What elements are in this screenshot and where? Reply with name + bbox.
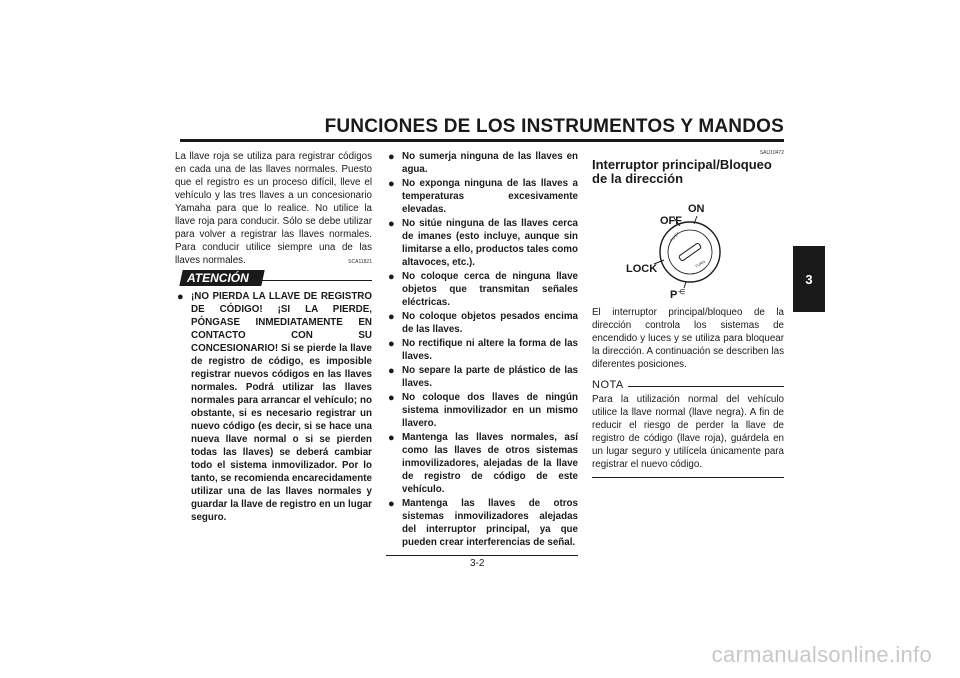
nota-header [592,379,784,393]
precautions-list [386,150,578,549]
list-item: ● No coloque dos llaves de ningún sistema inmovilizador en un mismo llavero. [388,392,578,429]
label-lock: LOCK [626,263,658,275]
page-header-title: FUNCIONES DE LOS INSTRUMENTOS Y MANDOS [324,116,784,137]
label-p: P [670,289,678,301]
svg-text:PUSH: PUSH [668,230,680,243]
list-item: ● No exponga ninguna de las llaves a temperaturas excesivamente elevadas. [388,178,578,215]
section-code: SAU10472 [759,150,784,156]
bullet-icon: ● [388,218,395,230]
svg-text:TURN: TURN [694,258,707,269]
atencion-code: SCA11821 [348,259,372,265]
bullet-icon: ● [388,392,395,404]
ignition-switch-icon [592,194,784,306]
nota-label: NOTA [592,379,624,391]
list-item: ● Mantenga las llaves normales, así como las llaves de otros sistemas inmovilizadores, alejadas de la llave de registro de código de este vehículo. [388,432,578,495]
bullet-icon: ● [388,338,395,350]
list-item: ● Mantenga las llaves de otros sistemas inmovilizadores alejadas del interruptor principal, ya que pueden crear interferencias de señal. [388,498,578,548]
nota-end-rule [592,477,784,478]
section-end-rule [386,555,578,556]
intro-paragraph: La llave roja se utiliza para registrar códigos en cada una de las llaves normales. Puesto que el registro es un proceso difícil, lleve el vehículo y las tres llaves a un concesionario Yamaha para que lo realice. No utilice la llave roja para conducir. Sólo se debe utilizar para volver a registrar las llaves normales. Para conducir utilice siempre una de las llaves normales. [175,151,372,266]
list-item: ● No coloque cerca de ninguna llave objetos que transmitan señales eléctricas. [388,271,578,308]
page-number: 3-2 [470,558,485,569]
column-middle [386,150,578,556]
list-item: ● No rectifique ni altere la forma de las llaves. [388,338,578,362]
atencion-header [175,259,372,290]
label-on: ON [688,203,705,215]
list-item: ● No separe la parte de plástico de las llaves. [388,365,578,389]
bullet-icon: ● [388,151,395,163]
column-right [592,150,784,478]
watermark: carmanualsonline.info [711,642,932,667]
list-item: ● No coloque objetos pesados encima de las llaves. [388,311,578,335]
bullet-icon: ● [388,311,395,323]
nota-text: Para la utilización normal del vehículo utilice la llave normal (llave negra). A fin de reducir el riesgo de perder la llave de registro de código (llave roja), guárdela en un lugar seguro y utilícela únicamente para registrar el nuevo código. [592,394,784,470]
ignition-switch-diagram [592,194,784,306]
list-item: ● No sumerja ninguna de las llaves en agua. [388,151,578,175]
atencion-label: ATENCIÓN [179,270,264,286]
warning-item: ● ¡NO PIERDA LA LLAVE DE REGISTRO DE CÓDIGO! ¡SI LA PIERDE, PÓNGASE INMEDIATAMENTE EN CONTACTO CON SU CONCESIONARIO! Si se pierde la llave de registro de código, es imposible registrar nuevos códigos en las llaves normales. Podrá utilizar las llaves normales para arrancar el vehículo; no obstante, si es necesario registrar un nuevo código (es decir, si se hace una nueva llave normal o si se pierden todas las llaves) se deberá cambiar todo el sistema inmovilizador. Por lo tanto, se recomienda encarecidamente utilizar una de las llaves normales y guardar la llave de registro en un lugar seguro. [177,291,372,523]
bullet-icon: ● [388,178,395,190]
bullet-icon: ● [388,432,395,444]
label-off: OFF [660,215,682,227]
list-item: ● No sitúe ninguna de las llaves cerca de imanes (esto incluye, aunque sin limitarse a ello, productos tales como altavoces, etc.). [388,218,578,268]
bullet-icon: ● [388,498,395,510]
bullet-icon: ● [388,365,395,377]
svg-text:⋲: ⋲ [678,288,685,296]
chapter-tab: 3 [793,246,825,312]
column-left [175,150,372,525]
header-rule [180,139,784,142]
section-title: Interruptor principal/Bloqueo de la dirección [592,157,772,186]
bullet-icon: ● [388,271,395,283]
nota-rule [628,386,784,387]
warning-list [175,290,372,524]
atencion-rule [253,280,372,281]
switch-description: El interruptor principal/bloqueo de la dirección controla los sistemas de encendido y luces y se utiliza para bloquear la dirección. A continuación se describen las diferentes posiciones. [592,307,784,370]
bullet-icon: ● [177,291,184,303]
